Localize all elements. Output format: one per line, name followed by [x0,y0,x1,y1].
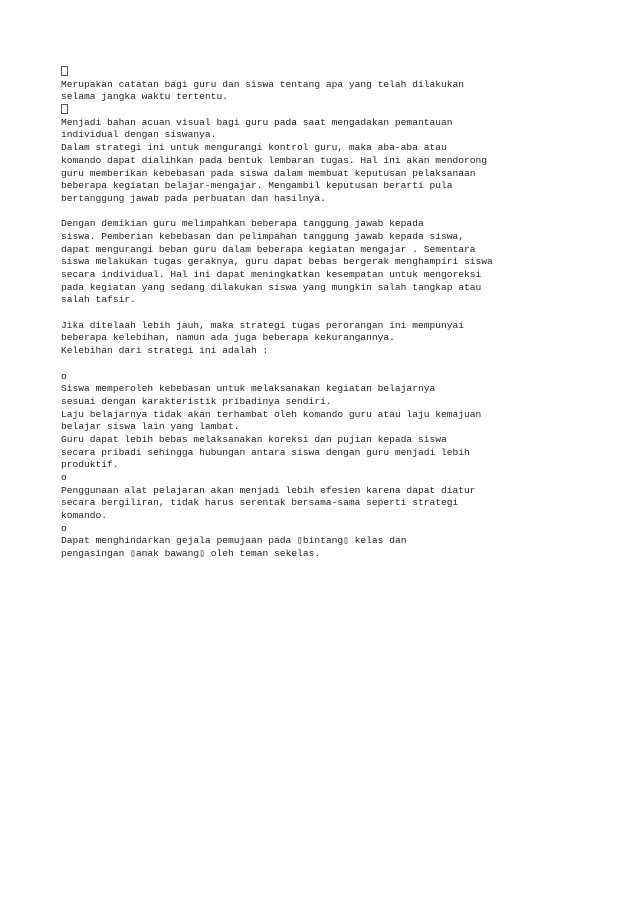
bullet-marker: o [61,472,67,483]
paragraph-line: Penggunaan alat pelajaran akan menjadi lebih efesien karena dapat diatur [61,484,476,496]
paragraph-line: salah tafsir. [61,294,136,306]
paragraph-line: Dalam strategi ini untuk mengurangi kontrol guru, maka aba-aba atau [61,142,447,154]
paragraph-line: Merupakan catatan bagi guru dan siswa tentang apa yang telah dilakukan [61,78,465,90]
missing-glyph-box-icon [61,104,68,114]
paragraph-line: Kelebihan dari strategi ini adalah : [61,345,269,357]
paragraph-line: Laju belajarnya tidak akan terhambat oleh komando guru atau laju kemajuan [61,408,482,420]
paragraph-line: Jika ditelaah lebih jauh, maka strategi tugas perorangan ini mempunyai [61,319,465,331]
paragraph-line: secara individual. Hal ini dapat meningkatkan kesempatan untuk mengoreksi [61,269,482,280]
blank-line [61,307,581,320]
box-marker-1 [61,66,581,79]
paragraph-line: guru memberikan kebebasan pada siswa dalam membuat keputusan pelaksanaan [61,167,476,179]
paragraph-line: bertanggung jawab pada perbuatan dan hasilnya. [61,192,326,204]
paragraph-line: Menjadi bahan acuan visual bagi guru pada saat mengadakan pemantauan [61,116,453,128]
paragraph-line: belajar siswa lain yang lambat. [61,421,240,433]
document-body [61,66,581,561]
paragraph-line: beberapa kegiatan belajar-mengajar. Mengambil keputusan berarti pula [61,180,453,192]
paragraph-line: siswa. Pemberian kebebasan dan pelimpahan tanggung jawab kepada siswa, [61,230,465,242]
box-marker-2 [61,104,581,117]
paragraph-line: dapat mengurangi beban guru dalam beberapa kegiatan mengajar . Sementara [61,243,476,255]
paragraph-line: Dapat menghindarkan gejala pemujaan pada ▯bintang▯ kelas dan [61,535,407,547]
paragraph-line: individual dengan siswanya. [61,129,217,141]
paragraph-line: beberapa kelebihan, namun ada juga beberapa kekurangannya. [61,332,395,344]
blank-line [61,358,581,371]
paragraph-line: selama jangka waktu tertentu. [61,91,228,103]
bullet-marker: o [61,370,67,382]
paragraph-line: produktif. [61,459,119,471]
paragraph-line: pada kegiatan yang sedang dilakukan siswa yang mungkin salah tangkap atau [61,281,482,293]
paragraph-line: komando dapat dialihkan pada bentuk lembaran tugas. Hal ini akan mendorong [61,154,488,166]
paragraph-line: Siswa memperoleh kebebasan untuk melaksanakan kegiatan belajarnya [61,383,436,395]
paragraph-line: secara bergiliran, tidak harus serentak bersama-sama seperti strategi [61,497,459,509]
paragraph-line: secara pribadi sehingga hubungan antara siswa dengan guru menjadi lebih [61,446,470,458]
paragraph-line: komando. [61,510,108,522]
paragraph-line: siswa melakukan tugas geraknya, guru dapat bebas bergerak menghampiri siswa [61,256,493,268]
paragraph-line: sesuai dengan karakteristik pribadinya sendiri. [61,395,332,407]
missing-glyph-box-icon [61,66,68,76]
paragraph-line: Dengan demikian guru melimpahkan beberapa tanggung jawab kepada [61,218,424,230]
paragraph-line: Guru dapat lebih bebas melaksanakan koreksi dan pujian kepada siswa [61,433,447,445]
blank-line [61,206,581,219]
bullet-marker: o [61,522,67,534]
paragraph-line: pengasingan ▯anak bawang▯ oleh teman sekelas. [61,548,321,560]
